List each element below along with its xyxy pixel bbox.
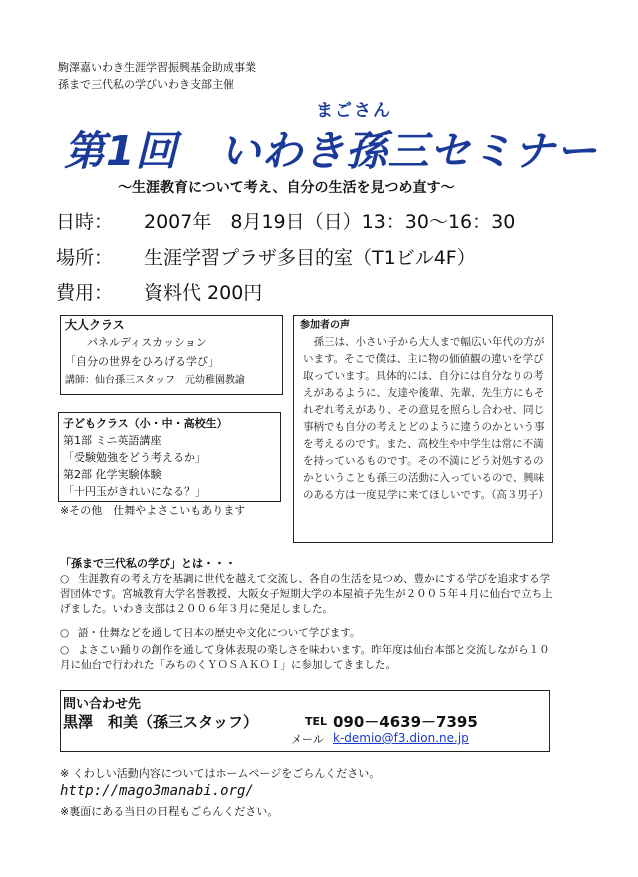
- adult-class-title: 大人クラス: [65, 318, 125, 332]
- contact-box: [60, 690, 550, 752]
- title-ruby: まごさん: [316, 101, 392, 121]
- place-row: [56, 243, 476, 270]
- date-label: 日時：: [56, 211, 114, 233]
- place-value: 生涯学習プラザ多目的室（T1ビル4F）: [144, 247, 476, 269]
- kids-class-line-1: 第1部 ミニ英語講座: [63, 434, 162, 447]
- kids-class-line-3: 第2部 化学実験体験: [63, 468, 162, 481]
- about-item: ○ 生涯教育の考え方を基調に世代を越えて交流し、各自の生活を見つめ、豊かにする学びを追求する学習団体です。宮城教育大学名誉教授、大阪女子短期大学の本屋禎子先生が２００５年４月に仙台で立ち上げました。いわき支部は２００６年３月に発足しました。: [60, 573, 553, 615]
- adult-class-line-1: パネルディスカッション: [87, 336, 207, 349]
- kids-class-title: 子どもクラス（小・中・高校生）: [63, 417, 228, 430]
- about-item: ○ 語・仕舞などを通して日本の歴史や文化について学びます。: [60, 627, 361, 639]
- sponsor-line-2: 孫まで三代私の学びいわき支部主催: [58, 78, 234, 91]
- mail-label: メール: [291, 733, 324, 746]
- voice-title: 参加者の声: [300, 320, 350, 331]
- homepage-link[interactable]: http://mago3manabi.org/: [60, 783, 254, 799]
- bullet-icon: ○: [60, 573, 70, 585]
- date-row: [56, 207, 515, 234]
- page-subtitle: ～生涯教育について考え、自分の生活を見つめ直す～: [118, 180, 455, 196]
- extra-note: ※その他 仕舞やよさこいもあります: [60, 504, 246, 517]
- kids-class-line-2: 「受験勉強をどう考えるか」: [63, 451, 206, 464]
- page-title: 第1回 いわき孫三セミナー: [64, 127, 598, 175]
- bullet-icon: ○: [60, 627, 70, 639]
- fee-row: [56, 278, 262, 305]
- sponsor-line-1: 駒澤嘉いわき生涯学習振興基金助成事業: [58, 61, 256, 74]
- adult-class-line-2: 「自分の世界をひろげる学び」: [65, 355, 219, 368]
- about-title: 「孫まで三代私の学び」とは・・・: [60, 557, 236, 570]
- kids-class-box: [58, 412, 281, 502]
- place-label: 場所：: [56, 247, 114, 269]
- adult-class-box: [60, 315, 283, 395]
- mail-link[interactable]: k-demio@f3.dion.ne.jp: [333, 731, 469, 745]
- fee-label: 費用：: [56, 282, 114, 304]
- footer-note-1: ※ くわしい活動内容についてはホームページをごらんください。: [60, 767, 381, 780]
- contact-name: 黒澤 和美（孫三スタッフ）: [63, 713, 259, 731]
- voice-text: 孫三は、小さい子から大人まで幅広い年代の方がいます。そこで僕は、主に物の価値観の違いを学び取っています。具体的には、自分には自分なりの考えがあるように、友達や後輩、先輩、先生方にもそれぞれ考えがあり、その意見を照らし合わせ、同じ事柄でも自分の考えとどのように違うのかという事を考えるのです。また、高校生や中学生は常に不満を持っているものです。その不満にどう対処するのかということも孫三の活動に入っているので、興味のある方は一度見学に来てほしいです。（高３男子）: [303, 336, 549, 501]
- fee-value: 資料代 200円: [144, 282, 263, 304]
- tel-label: TEL: [305, 715, 328, 728]
- date-value: 2007年 8月19日（日）13：30～16：30: [144, 211, 516, 233]
- footer-note-2: ※裏面にある当日の日程もごらんください。: [60, 805, 279, 818]
- about-item: ○ よさこい踊りの創作を通して身体表現の楽しさを味わいます。昨年度は仙台本部と交流しながら１０月に仙台で行われた「みちのくＹＯＳＡＫＯＩ」に参加してきました。: [60, 644, 550, 671]
- bullet-icon: ○: [60, 644, 70, 656]
- participant-voice-box: [293, 315, 553, 543]
- contact-title: 問い合わせ先: [63, 697, 142, 712]
- adult-class-line-3: 講師：仙台孫三スタッフ 元幼稚園教諭: [65, 375, 245, 386]
- kids-class-line-4: 「十円玉がきれいになる？」: [63, 485, 206, 498]
- tel-number: 090－4639－7395: [333, 713, 478, 731]
